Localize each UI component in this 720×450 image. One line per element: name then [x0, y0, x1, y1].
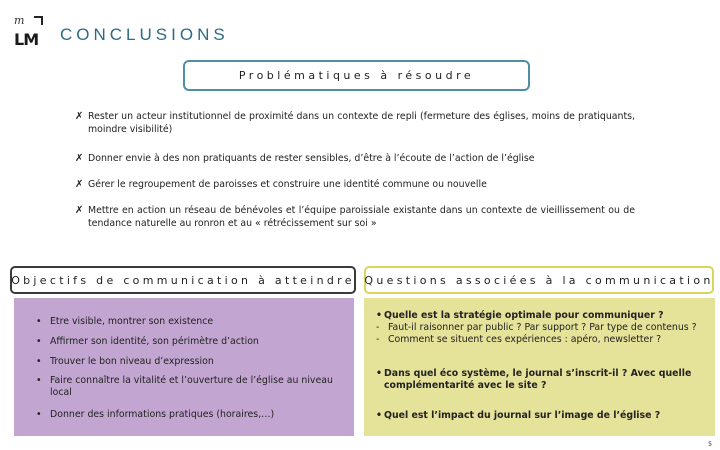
question-item: [376, 410, 712, 422]
cross-mark-icon: ✗: [75, 205, 84, 216]
objective-item: [36, 316, 336, 328]
bullet-icon: •: [36, 356, 42, 367]
problem-item: [75, 110, 635, 136]
objective-text: Trouver le bon niveau d’expression: [50, 356, 214, 367]
questions-heading: Questions associées à la communication: [364, 273, 714, 287]
bullet-icon: •: [376, 310, 382, 321]
question-text: Dans quel éco système, le journal s’inscrit-il ? Avec quelle complémentarité avec le site ?: [384, 368, 692, 391]
problem-text: Mettre en action un réseau de bénévoles et l’équipe paroissiale existante dans un contexte de vieillissement ou de tendance naturelle au ronron et au « rétrécissement sur soi »: [88, 205, 635, 229]
question-text: Quel est l’impact du journal sur l’image de l’église ?: [384, 410, 661, 421]
page-number: 5: [708, 441, 712, 448]
problems-heading-box: [183, 60, 530, 91]
objective-text: Etre visible, montrer son existence: [50, 316, 214, 327]
question-sub-text: Faut-il raisonner par public ? Par support ? Par type de contenus ?: [388, 322, 697, 333]
logo: [14, 14, 44, 49]
cross-mark-icon: ✗: [75, 179, 84, 190]
objectives-heading: Objectifs de communication à atteindre: [11, 273, 355, 287]
objective-item: [36, 409, 336, 421]
question-sub-text: Comment se situent ces expériences : apéro, newsletter ?: [388, 334, 662, 345]
logo-corner: [34, 16, 43, 25]
logo-mark: LM: [14, 30, 39, 49]
bullet-icon: •: [36, 375, 42, 386]
objective-item: [36, 336, 336, 348]
objectives-panel: [14, 298, 354, 436]
question-item: [376, 368, 712, 392]
question-text: Quelle est la stratégie optimale pour communiquer ?: [384, 310, 664, 321]
dash-icon: -: [376, 322, 380, 333]
objectives-heading-box: [10, 266, 356, 294]
problem-text: Rester un acteur institutionnel de proximité dans un contexte de repli (fermeture des églises, moins de pratiquants, moindre visibilité): [88, 111, 635, 135]
problem-text: Donner envie à des non pratiquants de rester sensibles, d’être à l’écoute de l’action de l’église: [88, 153, 535, 164]
bullet-icon: •: [36, 316, 42, 327]
objective-text: Faire connaître la vitalité et l’ouverture de l’église au niveau local: [50, 375, 333, 398]
bullet-icon: •: [376, 410, 382, 421]
page-title: CONCLUSIONS: [60, 25, 229, 44]
problem-item: [75, 152, 635, 165]
logo-script: m: [14, 14, 25, 27]
problem-item: [75, 178, 635, 191]
objective-item: [36, 375, 336, 399]
questions-heading-box: [364, 266, 714, 294]
problem-item: [75, 204, 635, 230]
objective-text: Donner des informations pratiques (horaires,…): [50, 409, 275, 420]
cross-mark-icon: ✗: [75, 111, 84, 122]
question-item: [376, 310, 712, 346]
problem-text: Gérer le regroupement de paroisses et construire une identité commune ou nouvelle: [88, 179, 487, 190]
bullet-icon: •: [36, 336, 42, 347]
objective-item: [36, 356, 336, 368]
objective-text: Affirmer son identité, son périmètre d’action: [50, 336, 259, 347]
bullet-icon: •: [376, 368, 382, 379]
bullet-icon: •: [36, 409, 42, 420]
dash-icon: -: [376, 334, 380, 345]
problems-heading: Problématiques à résoudre: [238, 69, 475, 82]
questions-panel: [364, 298, 715, 436]
cross-mark-icon: ✗: [75, 153, 84, 164]
